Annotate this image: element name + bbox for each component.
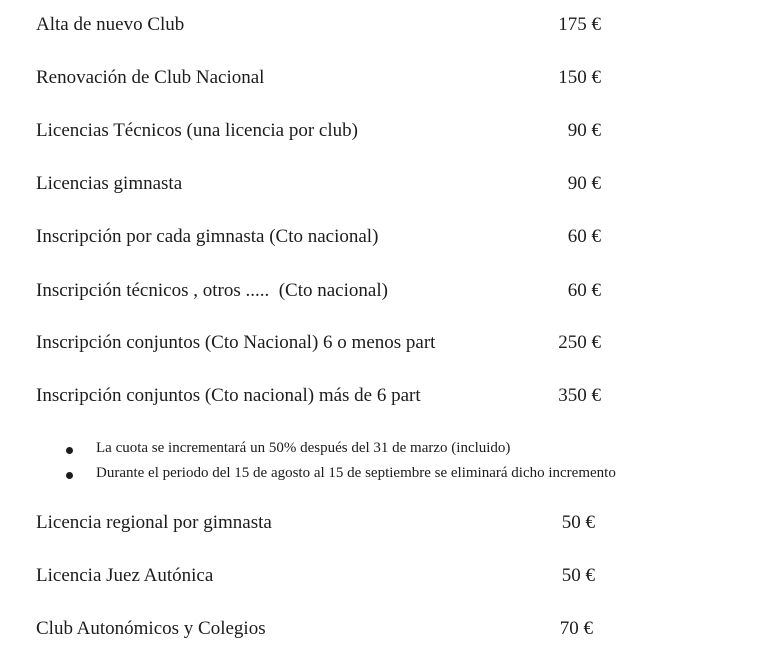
fee-label: Inscripción conjuntos (Cto nacional) más de 6 part [36,385,421,406]
bullet-icon [66,447,73,454]
fee-label: Club Autonómicos y Colegios [36,618,266,639]
note-text: La cuota se incrementará un 50% después del 31 de marzo (incluido) [96,440,511,456]
bullet-icon [66,472,73,479]
fee-price: 60 € [567,226,601,247]
fee-price: 60 € [567,280,601,301]
fee-price: 250 € [558,332,601,353]
fee-label: Inscripción por cada gimnasta (Cto nacional) [36,226,379,247]
fee-price: 50 € [561,565,595,586]
fee-price: 90 € [567,173,601,194]
note-text: Durante el periodo del 15 de agosto al 15 de septiembre se eliminará dicho incremento [96,465,616,481]
fee-label: Licencias Técnicos (una licencia por club) [36,120,358,141]
fee-row [36,385,601,413]
fee-row [36,173,601,201]
fee-price: 175 € [558,14,601,35]
fee-label: Renovación de Club Nacional [36,67,265,88]
fee-row [36,618,601,646]
note-item [62,465,616,490]
fee-price: 50 € [561,512,595,533]
note-item [62,440,616,465]
fee-label: Alta de nuevo Club [36,14,185,35]
fee-row [36,565,601,593]
fee-row [36,332,601,360]
fee-label: Licencia Juez Autónica [36,565,214,586]
fee-row [36,280,601,308]
fee-price: 350 € [558,385,601,406]
notes-list [62,440,616,490]
fee-price: 70 € [559,618,593,639]
fee-label: Inscripción conjuntos (Cto Nacional) 6 o menos part [36,332,436,353]
fee-row [36,120,601,148]
fee-label: Licencias gimnasta [36,173,183,194]
fee-row [36,226,601,254]
fee-row [36,14,601,42]
fee-price: 150 € [558,67,601,88]
fee-label: Inscripción técnicos , otros ..... (Cto nacional) [36,280,388,301]
fee-label: Licencia regional por gimnasta [36,512,272,533]
fee-row [36,512,601,540]
fee-price: 90 € [567,120,601,141]
fee-row [36,67,601,95]
